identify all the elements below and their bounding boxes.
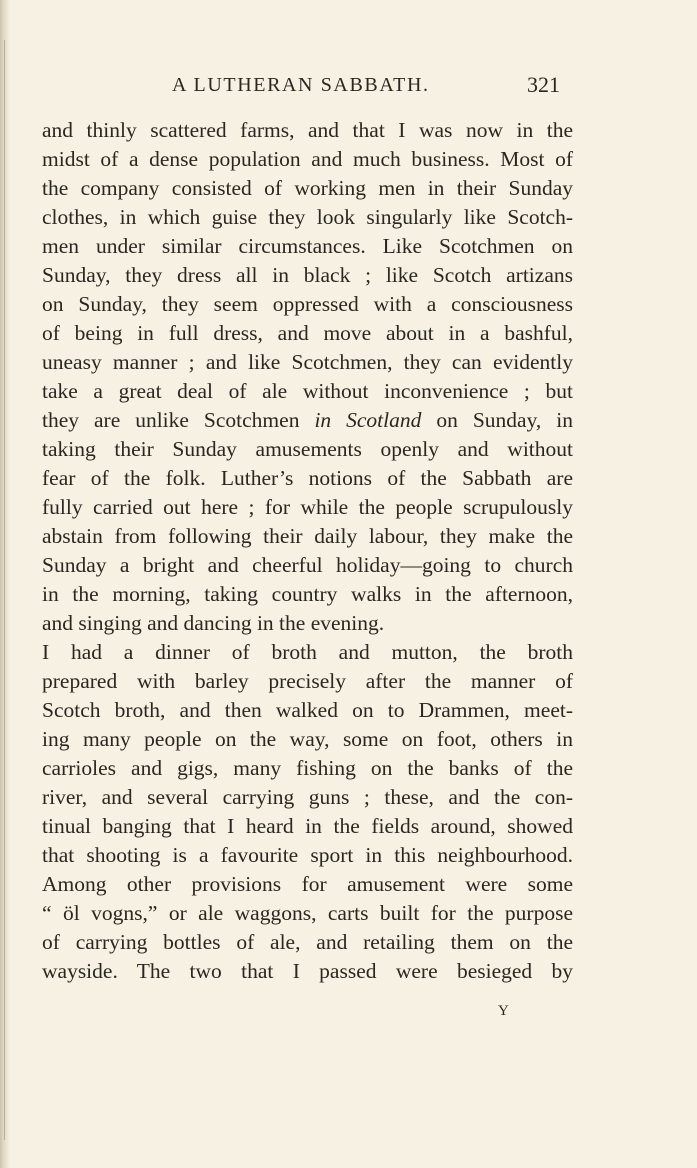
text-line: fear of the folk. Luther’s notions of the Sabbath are xyxy=(42,466,573,490)
page-header xyxy=(0,74,697,104)
text-line: midst of a dense population and much business. Most of xyxy=(42,147,573,171)
text-line: of being in full dress, and move about in a bashful, xyxy=(42,321,573,345)
signature-mark: Y xyxy=(498,1003,510,1019)
text-line: Sunday a bright and cheerful holiday—going to church xyxy=(42,553,573,577)
text-line: Scotch broth, and then walked on to Drammen, meet- xyxy=(42,698,573,722)
page-number: 321 xyxy=(527,72,560,97)
text-line: men under similar circumstances. Like Scotchmen on xyxy=(42,234,573,258)
text-line: wayside. The two that I passed were besieged by xyxy=(42,959,573,983)
text-line: river, and several carrying guns ; these, and the con- xyxy=(42,785,573,809)
text-line: carrioles and gigs, many fishing on the banks of the xyxy=(42,756,573,780)
text-line: on Sunday, they seem oppressed with a consciousness xyxy=(42,292,573,316)
text-line: the company consisted of working men in their Sunday xyxy=(42,176,573,200)
text-line: “ öl vogns,” or ale waggons, carts built for the purpose xyxy=(42,901,573,925)
italic-phrase: in Scotland xyxy=(314,408,422,432)
text-line: take a great deal of ale without inconvenience ; but xyxy=(42,379,573,403)
text-line: and singing and dancing in the evening. xyxy=(42,611,385,635)
binding-edge-line xyxy=(4,40,5,1140)
text-line: prepared with barley precisely after the manner of xyxy=(42,669,573,693)
text-line: in the morning, taking country walks in the afternoon, xyxy=(42,582,573,606)
text-line: of carrying bottles of ale, and retailing them on the xyxy=(42,930,573,954)
text-line: Among other provisions for amusement were some xyxy=(42,872,573,896)
text-line: they are unlike Scotchmen in Scotland on Sunday, in xyxy=(42,408,573,432)
text-line: ing many people on the way, some on foot, others in xyxy=(42,727,573,751)
text-line: taking their Sunday amusements openly and without xyxy=(42,437,573,461)
text-line: tinual banging that I heard in the fields around, showed xyxy=(42,814,573,838)
running-title: A LUTHERAN SABBATH. xyxy=(172,74,430,96)
text-line: that shooting is a favourite sport in this neighbourhood. xyxy=(42,843,573,867)
paragraph-start: I had a dinner of broth and mutton, the broth xyxy=(42,640,573,664)
text-line: fully carried out here ; for while the people scrupulously xyxy=(42,495,573,519)
page-gutter-shadow xyxy=(0,0,10,1168)
text-line xyxy=(42,638,573,667)
text-line: Sunday, they dress all in black ; like Scotch artizans xyxy=(42,263,573,287)
text-line: uneasy manner ; and like Scotchmen, they can evidently xyxy=(42,350,573,374)
text-line: abstain from following their daily labour, they make the xyxy=(42,524,573,548)
text-line: and thinly scattered farms, and that I was now in the xyxy=(42,118,573,142)
text-line: clothes, in which guise they look singularly like Scotch- xyxy=(42,205,573,229)
